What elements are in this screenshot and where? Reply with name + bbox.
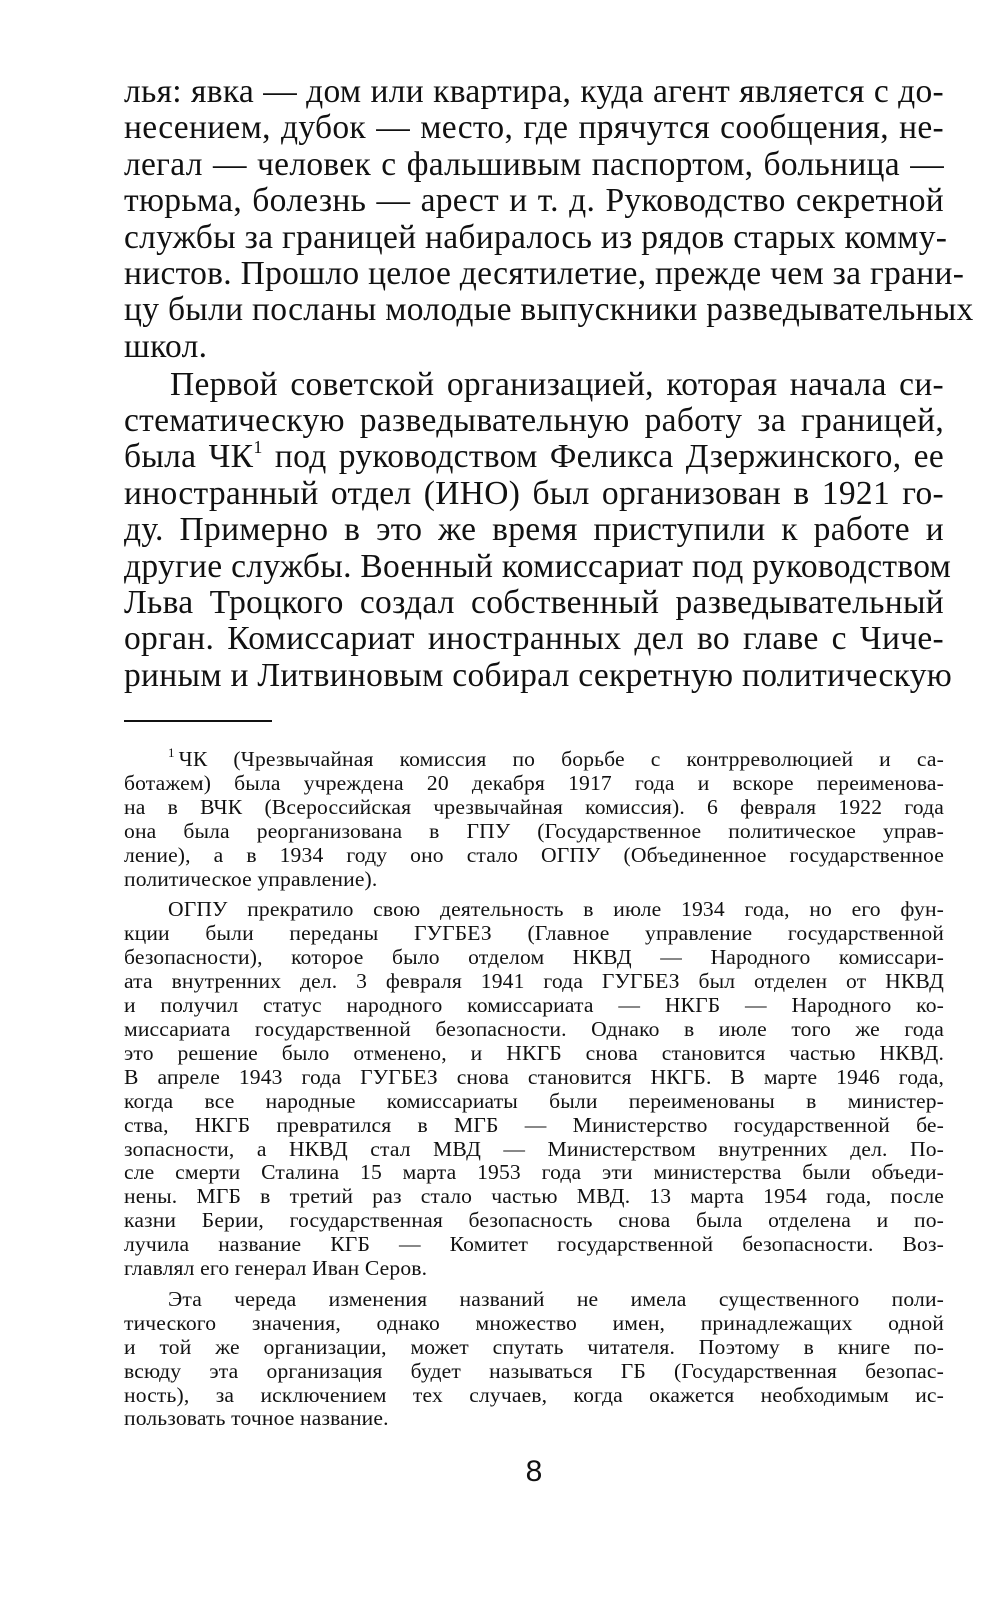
text-line: иностранный отдел (ИНО) был организован в 1921 го-: [124, 474, 944, 512]
footnote-line: тического значения, однако множество имен, принадлежащих одной: [124, 1310, 944, 1335]
main-text: [124, 73, 974, 694]
footnote-paragraph-1: [124, 745, 944, 891]
footnote-line: ата внутренних дел. 3 февраля 1941 года ГУГБЕЗ был отделен от НКВД: [124, 969, 944, 994]
text-fragment: ЧК (Чрезвычайная комиссия по борьбе с контрреволюцией и са-: [178, 747, 944, 771]
footnote-ref: 1: [253, 437, 263, 458]
footnote-line: сле смерти Сталина 15 марта 1953 года эти министерства были объеди-: [124, 1160, 944, 1185]
text-line: лья: явка — дом или квартира, куда агент является с до-: [124, 73, 944, 110]
text-line: ду. Примерно в это же время приступили к работе и: [124, 511, 944, 549]
footnote-line: пользовать точное название.: [124, 1406, 389, 1431]
footnote-line: В апреле 1943 года ГУГБЕЗ снова становится НКГБ. В марте 1946 года,: [124, 1064, 944, 1089]
footnote-line-with-marker: [124, 745, 944, 772]
footnote-line: ства, НКГБ превратился в МГБ — Министерство государственной бе-: [124, 1112, 944, 1137]
text-line: тюрьма, болезнь — арест и т. д. Руководство секретной: [124, 182, 944, 220]
footnote-paragraph-3: [124, 1288, 944, 1431]
footnote-line: и той же организации, может спутать читателя. Поэтому в книге по-: [124, 1334, 944, 1359]
text-line: орган. Комиссариат иностранных дел во главе с Чиче-: [124, 620, 944, 658]
paragraph-1: [124, 73, 974, 365]
text-line-with-footnote-ref: [124, 439, 944, 475]
footnote-line: Эта череда изменения названий не имела существенного поли-: [168, 1286, 944, 1311]
footnote-line: когда все народные комиссариаты были переименованы в министер-: [124, 1088, 944, 1113]
paragraph-2: [124, 365, 953, 695]
page-number: 8: [525, 1455, 543, 1488]
footnote-line: кции были переданы ГУГБЕЗ (Главное управление государственной: [124, 921, 944, 946]
footnote-line: ление), а в 1934 году оно стало ОГПУ (Объединенное государственное: [124, 842, 944, 867]
text-line: школ.: [124, 327, 208, 365]
text-line: легал — человек с фальшивым паспортом, больница —: [124, 145, 944, 183]
footnote-line: лучила название КГБ — Комитет государственной безопасности. Воз-: [124, 1232, 944, 1257]
footnote-divider: [124, 720, 272, 722]
footnote-line: на в ВЧК (Всероссийская чрезвычайная комиссия). 6 февраля 1922 года: [124, 794, 944, 819]
footnote-line: всюду эта организация будет называться ГБ (Государственная безопас-: [124, 1358, 944, 1383]
footnote-line: миссариата государственной безопасности. Однако в июле того же года: [124, 1016, 944, 1041]
text-line: риным и Литвиновым собирал секретную политическую: [124, 656, 953, 694]
footnote-marker: 1: [168, 745, 175, 760]
footnote-line: казни Берии, государственная безопасность снова была отделена и по-: [124, 1208, 944, 1233]
text-line: службы за границей набиралось из рядов старых комму-: [124, 218, 948, 256]
text-line: Первой советской организацией, которая начала си-: [170, 365, 944, 403]
footnote-line: зопасности, а НКВД стал МВД — Министерством внутренних дел. По-: [124, 1136, 944, 1161]
footnote-line: она была реорганизована в ГПУ (Государственное политическое управ-: [124, 818, 944, 843]
footnote-line: это решение было отменено, и НКГБ снова становится частью НКВД.: [124, 1040, 944, 1065]
text-fragment: под руководством Феликса Дзержинского, ее: [274, 438, 944, 476]
text-line: нистов. Прошло целое десятилетие, прежде чем за грани-: [124, 255, 965, 293]
footnote-line: безопасности), которое было отделом НКВД — Народного комиссари-: [124, 945, 944, 970]
text-line: стематическую разведывательную работу за границей,: [124, 402, 944, 440]
text-line: несением, дубок — место, где прячутся сообщения, не-: [124, 109, 944, 147]
text-fragment: была ЧК: [124, 438, 254, 476]
footnote-line: нены. МГБ в третий раз стало частью МВД. 13 марта 1954 года, после: [124, 1184, 944, 1209]
footnote-paragraph-2: [124, 898, 944, 1281]
text-line: цу были посланы молодые выпускники разведывательных: [124, 291, 974, 329]
footnote: [124, 745, 944, 1431]
footnote-line: ботажем) была учреждена 20 декабря 1917 года и вскоре переименова-: [124, 770, 944, 795]
footnote-line: ОГПУ прекратило свою деятельность в июле 1934 года, но его фун-: [168, 897, 944, 922]
footnote-line: ность), за исключением тех случаев, когда окажется необходимым ис-: [124, 1382, 944, 1407]
footnote-line: политическое управление).: [124, 866, 378, 891]
text-line: Льва Троцкого создал собственный разведывательный: [124, 584, 944, 622]
text-line: другие службы. Военный комиссариат под руководством: [124, 547, 952, 585]
footnote-line: главлял его генерал Иван Серов.: [124, 1256, 428, 1281]
footnote-line: и получил статус народного комиссариата — НКГБ — Народного ко-: [124, 993, 944, 1018]
